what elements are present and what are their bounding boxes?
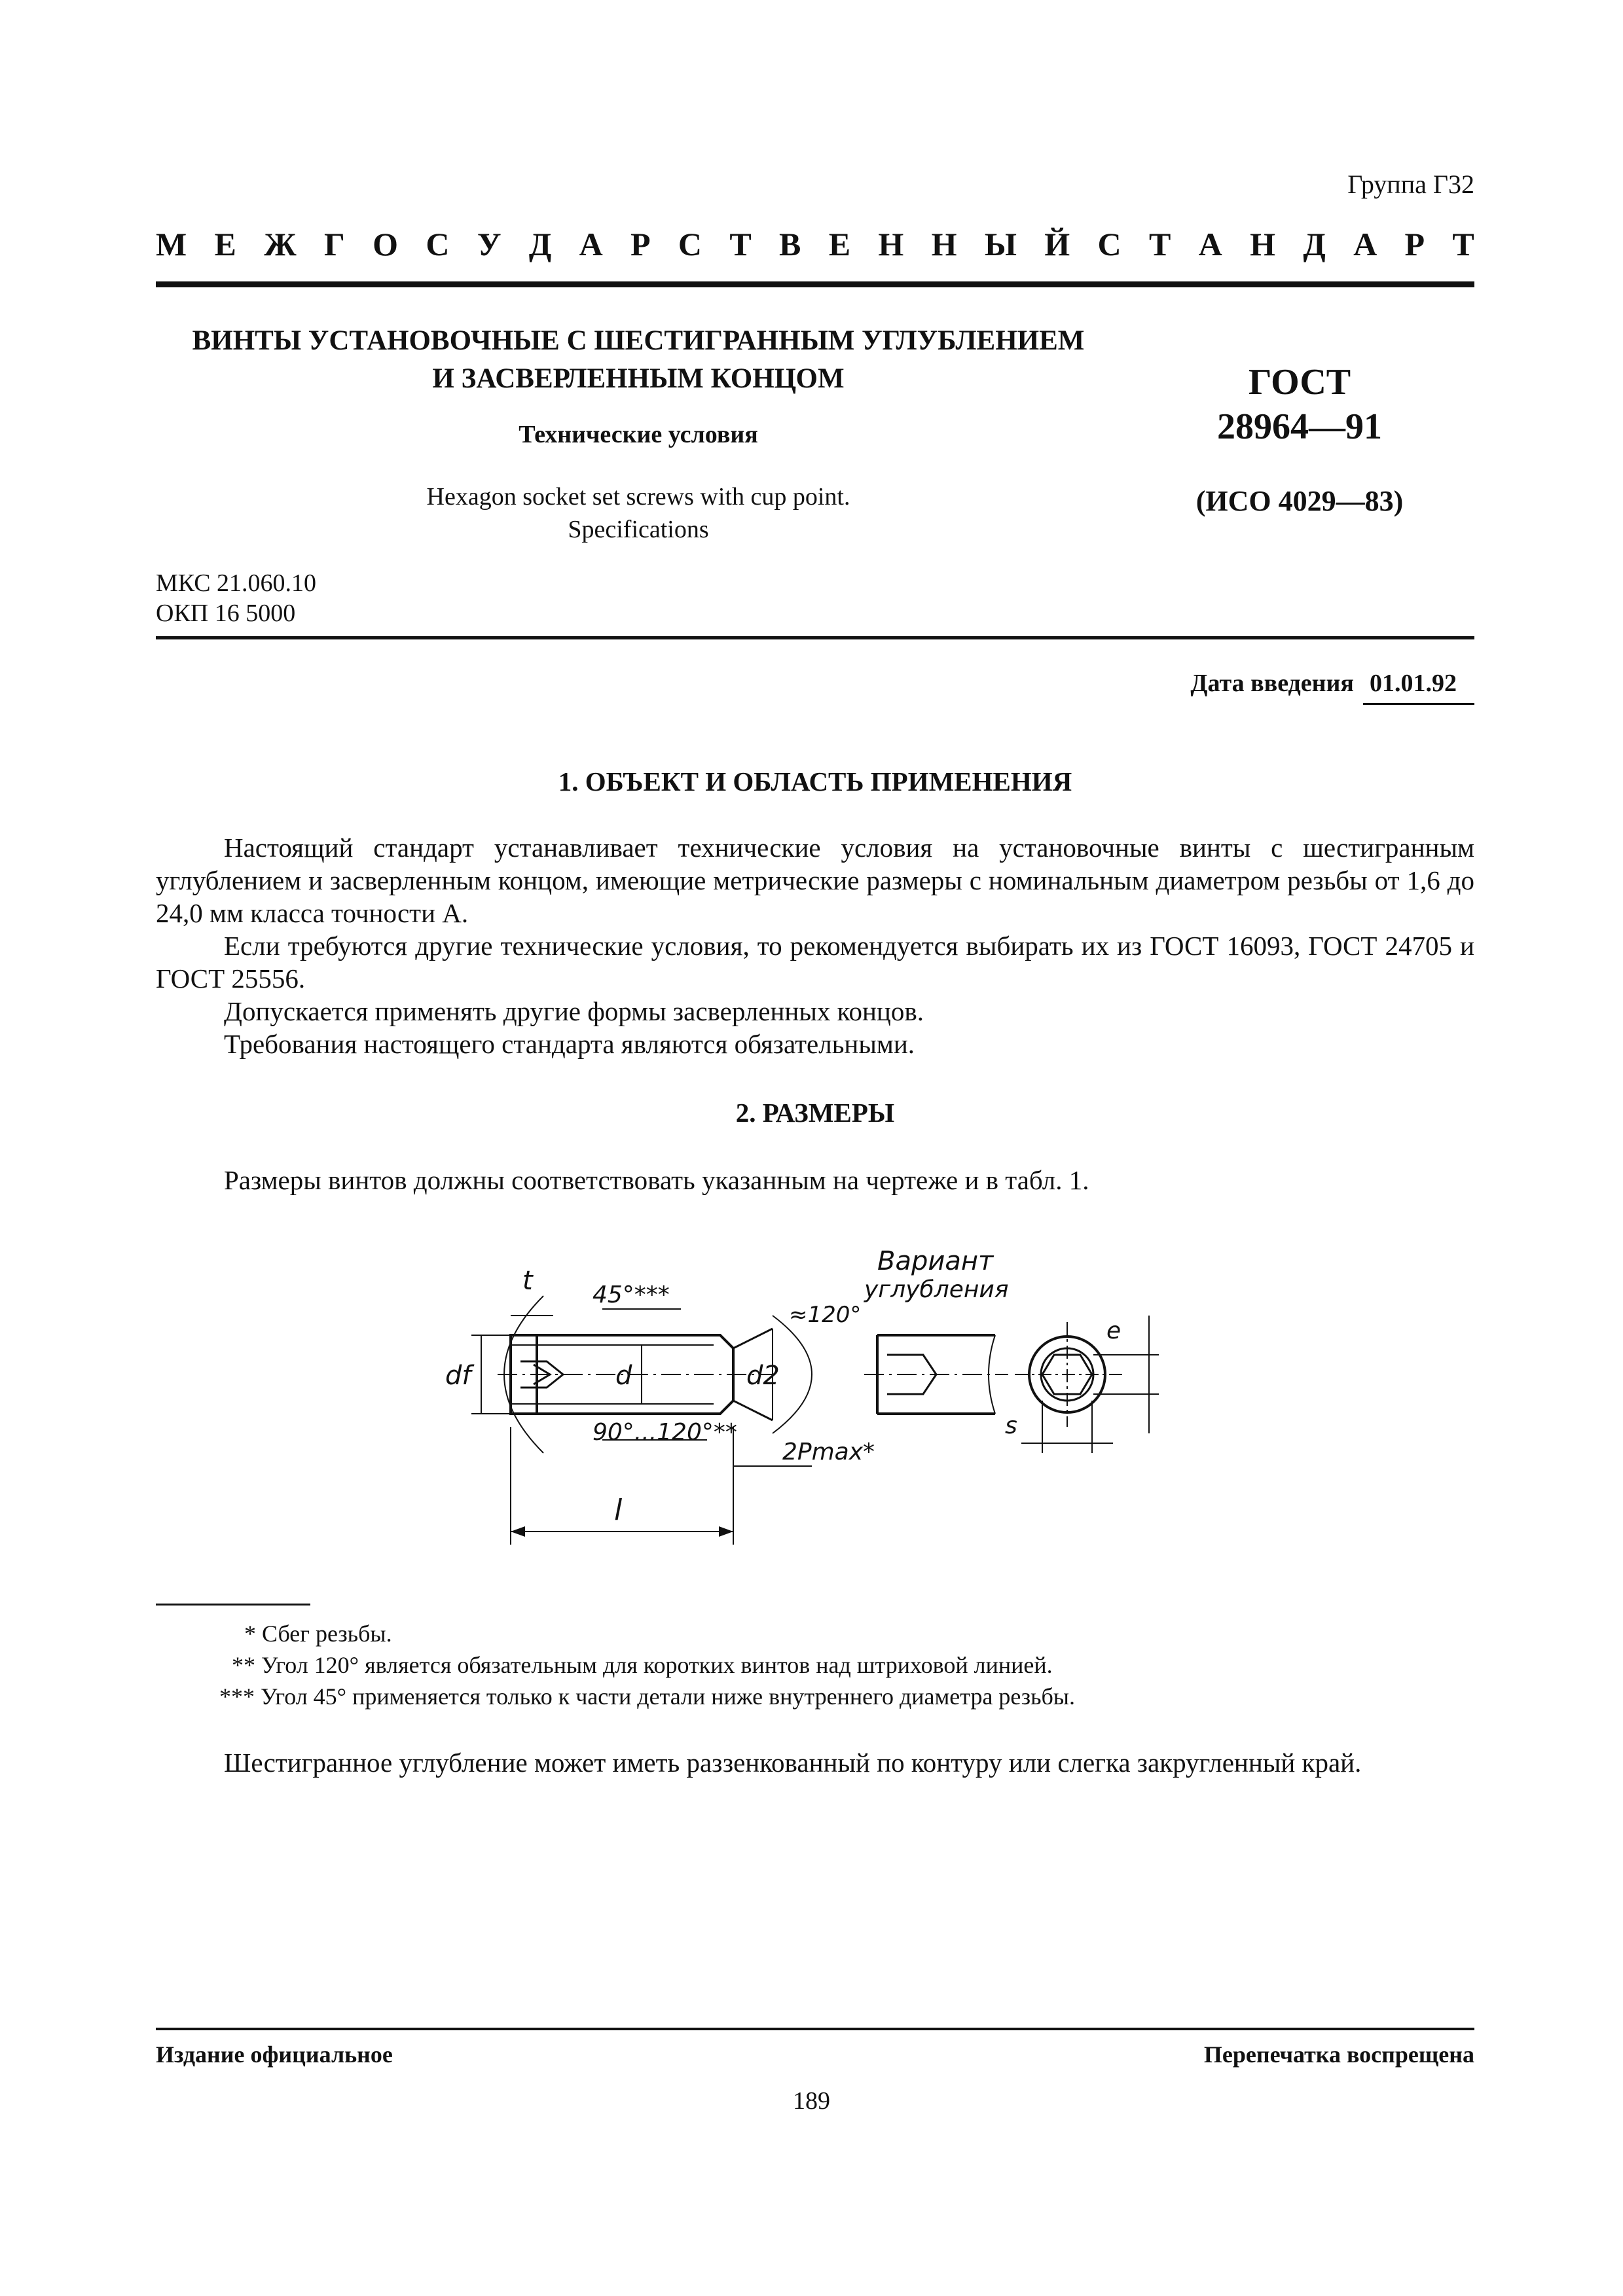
- label-90-120: 90°...120°**: [593, 1419, 737, 1446]
- heading-letter: Г: [324, 226, 345, 262]
- footnote-2: ** Угол 120° является обязательным для коротких винтов над штриховой линией.: [232, 1652, 1053, 1678]
- paragraph: Размеры винтов должны соответствовать указанным на чертеже и в табл. 1.: [224, 1165, 1089, 1195]
- label-120: ≈120°: [789, 1302, 862, 1328]
- variant-label-2: углубления: [864, 1276, 1009, 1303]
- interstate-standard-heading: [156, 225, 1474, 263]
- heading-letter: У: [477, 226, 501, 262]
- section-2-body: [156, 1164, 1474, 1196]
- footer-rule: [156, 2028, 1474, 2030]
- heading-letter: О: [373, 226, 399, 262]
- heading-letter: Т: [1452, 226, 1474, 262]
- footnote-1: * Сбег резьбы.: [244, 1621, 392, 1647]
- heading-letter: А: [579, 226, 603, 262]
- label-d: d: [615, 1361, 632, 1391]
- mks-code: МКС 21.060.10: [156, 569, 317, 597]
- heading-letter: Н: [931, 226, 957, 262]
- heading-letter: Т: [1148, 226, 1171, 262]
- gost-label: ГОСТ: [1248, 362, 1351, 403]
- heading-letter: А: [1353, 226, 1377, 262]
- section-2-heading: 2. РАЗМЕРЫ: [735, 1098, 895, 1128]
- heading-letter: Е: [828, 226, 851, 262]
- heading-letter: С: [1097, 226, 1122, 262]
- heading-letter: Д: [528, 226, 552, 262]
- closing-paragraph: [156, 1746, 1474, 1779]
- page-number: 189: [793, 2087, 830, 2115]
- label-l: l: [614, 1494, 623, 1527]
- heading-letter: Й: [1044, 226, 1070, 262]
- heading-letter: Д: [1303, 226, 1326, 262]
- title-line-2: И ЗАСВЕРЛЕННЫМ КОНЦОМ: [432, 363, 845, 394]
- classification-codes: [156, 568, 316, 628]
- paragraph: Если требуются другие технические условия, то рекомендуется выбирать их из ГОСТ 16093, ГОСТ 24705 и ГОСТ 25556.: [156, 931, 1474, 994]
- paragraph: Допускается применять другие формы засверленных концов.: [224, 996, 924, 1026]
- heading-letter: А: [1198, 226, 1222, 262]
- heading-letter: С: [426, 226, 450, 262]
- footnotes: [156, 1618, 1334, 1712]
- variant-label-1: Вариант: [877, 1246, 994, 1276]
- footnote-3: *** Угол 45° применяется только к части детали ниже внутреннего диаметра резьбы.: [219, 1683, 1075, 1710]
- footnote-rule: [156, 1604, 310, 1605]
- okp-code: ОКП 16 5000: [156, 600, 296, 627]
- reprint-note: Перепечатка воспрещена: [1203, 2041, 1474, 2068]
- heading-letter: Ж: [264, 226, 297, 262]
- heading-letter: Е: [214, 226, 236, 262]
- heading-letter: Р: [630, 226, 651, 262]
- section-1-body: [156, 831, 1474, 1060]
- heading-letter: С: [678, 226, 702, 262]
- english-title-line-2: Specifications: [568, 516, 709, 543]
- document-subtitle: Технические условия: [519, 421, 758, 448]
- paragraph: Настоящий стандарт устанавливает технические условия на установочные винты с шестигранным углублением и засверленным концом, имеющие метрические размеры с номинальным диаметром резьбы от 1,6 до 24,0 мм класса точности А.: [156, 833, 1474, 928]
- date-label: Дата введения: [1190, 670, 1354, 697]
- iso-designation: (ИСО 4029—83): [1195, 485, 1404, 517]
- heading-letter: Н: [878, 226, 904, 262]
- screw-drawing: [406, 1237, 1165, 1551]
- introduction-date: [1190, 669, 1474, 705]
- title-line-1: ВИНТЫ УСТАНОВОЧНЫЕ С ШЕСТИГРАННЫМ УГЛУБЛЕНИЕМ: [192, 325, 1085, 356]
- heading-letter: Р: [1404, 226, 1425, 262]
- heading-letter: Н: [1250, 226, 1275, 262]
- section-1-heading: 1. ОБЪЕКТ И ОБЛАСТЬ ПРИМЕНЕНИЯ: [558, 766, 1072, 797]
- heading-letter: Т: [729, 226, 752, 262]
- date-value: 01.01.92: [1363, 669, 1474, 705]
- paragraph: Требования настоящего стандарта являются обязательными.: [224, 1029, 915, 1059]
- english-title-line-1: Hexagon socket set screws with cup point.: [426, 483, 850, 511]
- gost-number: 28964—91: [1217, 406, 1382, 447]
- group-code: Группа Г32: [1347, 170, 1474, 199]
- label-2pmax: 2Pmax*: [782, 1439, 875, 1465]
- document-title: [164, 322, 1113, 398]
- label-df: df: [445, 1361, 471, 1391]
- heading-letter: В: [779, 226, 801, 262]
- english-title: [164, 480, 1113, 546]
- paragraph: Шестигранное углубление может иметь раззенкованный по контуру или слегка закругленный край.: [224, 1748, 1362, 1778]
- gost-designation: [1159, 360, 1440, 449]
- codes-rule: [156, 636, 1474, 639]
- edition-note: Издание официальное: [156, 2041, 393, 2068]
- label-s: s: [1005, 1412, 1017, 1439]
- heading-letter: М: [156, 226, 187, 262]
- label-e: e: [1106, 1318, 1122, 1344]
- label-45: 45°***: [593, 1282, 670, 1308]
- label-t: t: [522, 1266, 533, 1296]
- heading-letter: Ы: [984, 226, 1017, 262]
- label-d2: d2: [746, 1361, 780, 1391]
- header-rule: [156, 281, 1474, 287]
